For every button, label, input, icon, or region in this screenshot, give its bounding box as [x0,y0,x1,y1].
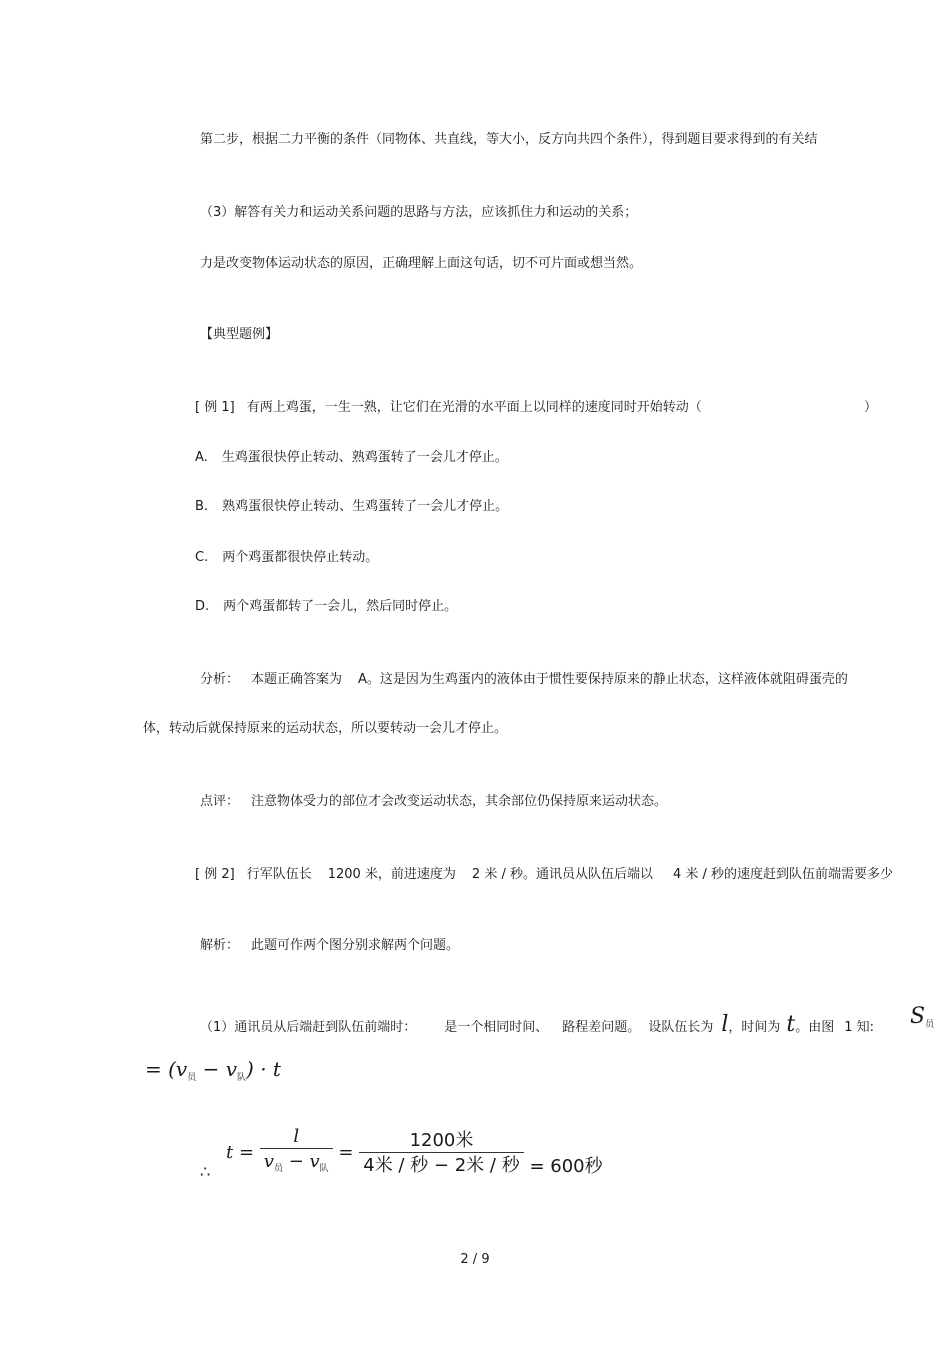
example2-part1 [200,1012,875,1037]
option-text: 熟鸡蛋很快停止转动、生鸡蛋转了一会儿才停止。 [222,499,509,514]
part1-text-g: 1 知: [844,1020,875,1035]
example2-q-a: 行军队伍长 [246,867,312,882]
part1-text-e: ，时间为 [728,1020,781,1035]
example1-close-paren: ） [864,400,878,415]
example1-comment [200,793,667,811]
option-text: 两个鸡蛋都很快停止转动。 [222,550,379,565]
example2-q-c: 2 米 / 秒。通讯员从队伍后端以 [471,867,653,882]
formula-line2-c: ) · t [246,1057,281,1081]
formula-line2-b: − v [196,1057,238,1081]
fraction-l-over-v [260,1126,333,1180]
main-formula [226,1126,603,1180]
equals-sign: = [338,1142,354,1163]
subscript-dui: 队 [237,1073,247,1083]
option-letter: B. [195,499,209,514]
fraction-denominator: $v_员 - v_队$ [260,1148,333,1180]
example1-analysis [200,671,848,689]
section-heading: 【典型题例】 [200,327,279,342]
formula-line2-a: = (v [145,1057,188,1081]
analysis-text-a: 本题正确答案为 [251,672,343,687]
part1-text-b: 是一个相同时间、 [444,1020,549,1035]
comment-text: 注意物体受力的部位才会改变运动状态，其余部位仍保持原来运动状态。 [251,794,668,809]
therefore-symbol: ∴ [200,1162,211,1181]
formula-s: S [910,1004,926,1029]
option-letter: C. [195,550,209,565]
part1-text-d: 设队伍长为 [648,1020,714,1035]
fraction-denominator: 4米 / 秒 − 2米 / 秒 [359,1152,523,1177]
fraction-numeric [359,1130,523,1177]
option-c [195,549,378,567]
analysis-label: 分析： [200,672,240,687]
formula-s-fragment [910,1004,935,1034]
solution-text: 此题可作两个图分别求解两个问题。 [251,938,460,953]
example2-question [195,866,893,884]
analysis-text-b: A。这是因为生鸡蛋内的液体由于惯性要保持原来的静止状态，这样液体就阻碍蛋壳的 [358,672,848,687]
example2-label: [ 例 2] [195,867,235,882]
part1-text-c: 路程差问题。 [562,1020,641,1035]
fraction-numerator: 1200米 [409,1129,474,1151]
paragraph-step-two: 第二步，根据二力平衡的条件（同物体、共直线，等大小，反方向共四个条件），得到题目要求得到的有关结 [200,132,818,147]
option-b [195,498,508,516]
comment-label: 点评： [200,794,240,809]
subscript-yuan: 员 [187,1073,197,1083]
formula-result: = 600秒 [529,1156,603,1177]
option-d [195,598,457,616]
variable-t: t [786,1012,796,1037]
example2-q-d: 4 米 / 秒的速度赶到队伍前端需要多少 [672,867,894,882]
page-number: 2 / 9 [460,1252,490,1267]
option-letter: D. [195,599,210,614]
option-text: 两个鸡蛋都转了一会儿，然后同时停止。 [223,599,458,614]
paragraph-point-three: （3）解答有关力和运动关系问题的思路与方法，应该抓住力和运动的关系； [200,205,638,220]
variable-l: l [721,1012,729,1037]
example2-q-b: 1200 米，前进速度为 [327,867,456,882]
formula-line2 [145,1056,281,1091]
solution-label: 解析： [200,938,240,953]
option-letter: A. [195,450,208,465]
example1-label: [ 例 1] [195,400,235,415]
part1-text-f: 。由图 [795,1020,835,1035]
part1-text-a: （1）通讯员从后端赶到队伍前端时： [200,1020,417,1035]
example1-question-text: 有两上鸡蛋，一生一熟，让它们在光滑的水平面上以同样的速度同时开始转动（ [246,400,702,415]
formula-t-eq: t = [226,1142,255,1163]
example1-question [195,399,702,417]
subscript-yuan: 员 [925,1020,935,1030]
paragraph-force-motion: 力是改变物体运动状态的原因，正确理解上面这句话，切不可片面或想当然。 [200,256,643,271]
fraction-numerator: l [293,1126,300,1147]
example1-analysis-continued: 体，转动后就保持原来的运动状态，所以要转动一会儿才停止。 [143,721,508,736]
example2-solution [200,937,459,955]
option-text: 生鸡蛋很快停止转动、熟鸡蛋转了一会儿才停止。 [221,450,508,465]
option-a [195,449,508,467]
